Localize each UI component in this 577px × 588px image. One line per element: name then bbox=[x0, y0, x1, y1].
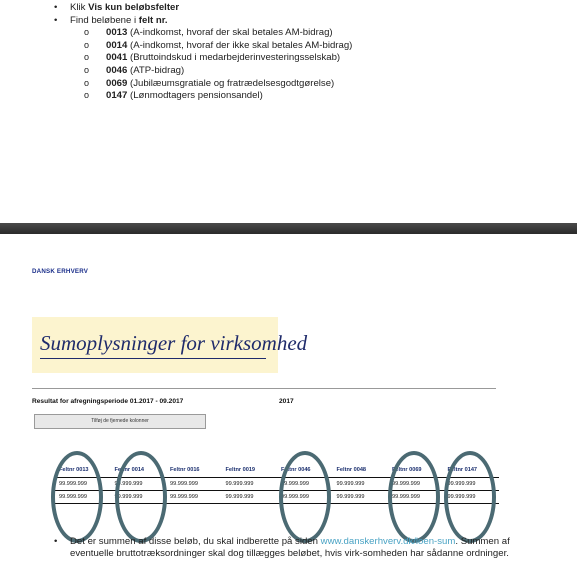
field-item bbox=[84, 27, 352, 40]
table-cell: 99.999.999 bbox=[281, 481, 309, 487]
step-1-bold: Vis kun beløbsfelter bbox=[88, 2, 180, 13]
field-code: 0147 bbox=[106, 90, 128, 102]
column-header: Feltnr 0019 bbox=[225, 467, 256, 473]
field-code: 0069 bbox=[106, 77, 128, 89]
field-code: 0013 bbox=[106, 27, 128, 39]
column-header: Feltnr 0048 bbox=[336, 467, 367, 473]
bullet-dot: • bbox=[54, 536, 58, 547]
period-year: 2017 bbox=[279, 398, 294, 405]
field-list bbox=[84, 27, 352, 103]
table-cell: 99.999.999 bbox=[392, 494, 420, 500]
field-desc: (Jubilæumsgratiale og fratrædelsesgodtgørelse) bbox=[127, 77, 335, 89]
column-header: Feltnr 0069 bbox=[392, 467, 422, 473]
table-cell: 99.999.999 bbox=[59, 481, 87, 487]
step-1-text: Klik bbox=[70, 2, 89, 13]
table-cell: 99.999.999 bbox=[336, 494, 365, 500]
table-cell: 99.999.999 bbox=[281, 494, 309, 500]
field-item bbox=[84, 65, 352, 78]
column-header: Feltnr 0046 bbox=[281, 467, 311, 473]
field-desc: (Lønmodtagers pensionsandel) bbox=[127, 90, 263, 102]
instruction-step-1 bbox=[54, 2, 352, 15]
table-cell: 99.999.999 bbox=[447, 481, 476, 487]
add-removed-columns-button[interactable]: Tilføj de fjernede kolonner bbox=[34, 414, 206, 429]
banner-underline bbox=[40, 358, 266, 359]
period-heading bbox=[32, 398, 294, 405]
table-cell: 99.999.999 bbox=[114, 481, 143, 487]
banner-title: Sumoplysninger for virksomhed bbox=[40, 331, 308, 355]
table-cell: 99.999.999 bbox=[447, 494, 476, 500]
highlight-circle-0013 bbox=[51, 451, 103, 543]
highlight-circle-0014 bbox=[115, 451, 167, 543]
field-desc: (Bruttoindskud i medarbejderinvesteringsselskab) bbox=[127, 52, 341, 64]
bottom-note bbox=[54, 536, 544, 560]
field-desc: (A-indkomst, hvoraf der skal betales AM-bidrag) bbox=[127, 27, 333, 39]
table-cell: 99.999.999 bbox=[225, 494, 254, 500]
table-cell: 99.999.999 bbox=[392, 481, 420, 487]
title-banner bbox=[32, 317, 308, 373]
step-2-text: Find beløbene i bbox=[70, 14, 139, 26]
field-item bbox=[84, 78, 352, 91]
highlight-circle-0046 bbox=[279, 451, 331, 543]
instruction-step-2 bbox=[54, 15, 352, 103]
bottom-note-text: Det er summen af disse beløb, du skal indberette på siden www.danskerhverv.dk/loen-sum. Summen af eventuelle bruttotræksordninger skal dog tillægges beløbet, hvis virk-somheden har sådanne ordninger. bbox=[70, 536, 510, 559]
column-header: Feltnr 0147 bbox=[447, 467, 478, 473]
table-cell: 99.999.999 bbox=[170, 481, 198, 487]
column-header: Feltnr 0014 bbox=[114, 467, 145, 473]
highlight-circle-0069 bbox=[388, 451, 440, 543]
field-desc: (A-indkomst, hvoraf der ikke skal betales AM-bidrag) bbox=[127, 39, 353, 51]
highlight-circle-0147 bbox=[444, 451, 496, 543]
column-header: Feltnr 0016 bbox=[170, 467, 200, 473]
column-header: Feltnr 0013 bbox=[59, 467, 89, 473]
field-code: 0041 bbox=[106, 52, 128, 64]
field-desc: (ATP-bidrag) bbox=[127, 64, 185, 76]
field-code: 0014 bbox=[106, 39, 128, 51]
section-divider bbox=[32, 388, 496, 389]
table-cell: 99.999.999 bbox=[170, 494, 198, 500]
table-cell: 99.999.999 bbox=[59, 494, 87, 500]
field-code: 0046 bbox=[106, 64, 128, 76]
table-cell: 99.999.999 bbox=[114, 494, 143, 500]
step-2-bold: felt nr. bbox=[138, 14, 168, 26]
table-cell: 99.999.999 bbox=[225, 481, 254, 487]
loen-sum-link[interactable]: www.danskerhverv.dk/loen-sum bbox=[320, 536, 456, 547]
instruction-list bbox=[54, 2, 352, 103]
period-label: Resultat for afregningsperiode 01.2017 - 09.2017 bbox=[32, 398, 184, 405]
brand-logo: DANSK ERHVERV bbox=[32, 268, 89, 275]
field-item bbox=[84, 40, 352, 53]
table-cell: 99.999.999 bbox=[336, 481, 365, 487]
screenshot-divider-bar bbox=[0, 223, 577, 234]
field-item bbox=[84, 52, 352, 65]
field-item bbox=[84, 90, 352, 103]
